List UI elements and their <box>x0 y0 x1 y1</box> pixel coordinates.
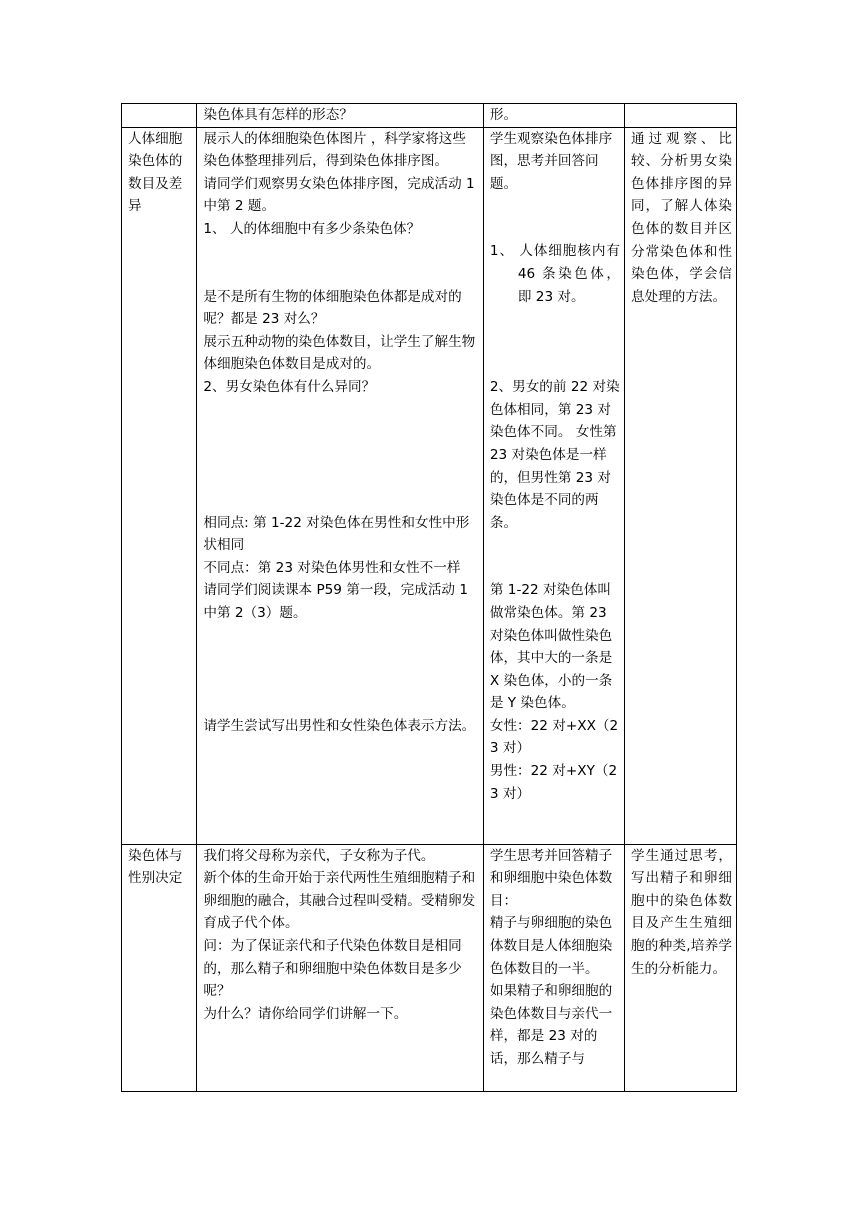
student-answer: 第 1-22 对染色体叫做常染色体。第 23 对染色体叫做性染色体，其中大的一条是 X 染色体，小的一条是 Y 染色体。 <box>489 582 613 712</box>
student-answer: 2、男女的前 22 对染色体相同，第 23 对染色体不同。 女性第 23 对染色体是一样的，但男性第 23 对染色体是不同的两条。 <box>489 379 620 531</box>
teacher-activity-cell <box>197 104 483 128</box>
spacer <box>203 241 478 286</box>
purpose-cell <box>624 104 736 128</box>
student-text: 形。 <box>489 107 518 123</box>
teacher-question: 1、 人的体细胞中有多少条染色体？ <box>203 220 421 237</box>
teacher-activity-cell <box>197 127 483 844</box>
topic-cell: 染色体与性别决定 <box>122 844 197 1091</box>
student-text: 学生观察染色体排序图，思考并回答问题。 <box>489 130 613 192</box>
student-answer: 如果精子和卵细胞的染色体数目与亲代一样，都是 23 对的话，那么精子与 <box>489 983 613 1067</box>
teacher-text: 新个体的生命开始于亲代两性生殖细胞精子和卵细胞的融合，其融合过程叫受精。受精卵发育成子代个体。 <box>203 870 476 932</box>
table-row <box>122 844 737 1091</box>
teacher-text: 请同学们阅读课本 P59 第一段，完成活动 1 中第 2（3）题。 <box>203 582 468 621</box>
teacher-text: 展示人的体细胞染色体图片 ，科学家将这些染色体整理排列后，得到染色体排序图。 <box>203 130 466 170</box>
spacer <box>203 399 478 512</box>
table-row <box>122 127 737 844</box>
teacher-text: 请同学们观察男女染色体排序图，完成活动 1 中第 2 题。 <box>203 175 475 215</box>
lesson-plan-table <box>121 103 737 1092</box>
spacer <box>490 308 620 376</box>
topic-cell <box>122 104 197 128</box>
teacher-text: 不同点：第 23 对染色体男性和女性不一样 <box>203 559 461 576</box>
teacher-question: 2、男女染色体有什么异同？ <box>203 378 376 395</box>
purpose-cell: 通过观察、比较、分析男女染色体排序图的异同，了解人体染色体的数目并区分常染色体和性染色体，学会信息处理的方法。 <box>624 127 736 844</box>
teacher-text: 展示五种动物的染色体数目，让学生了解生物体细胞染色体数目是成对的。 <box>203 333 476 373</box>
teacher-text: 是不是所有生物的体细胞染色体都是成对的呢？都是 23 对么？ <box>203 288 462 328</box>
spacer <box>203 625 478 715</box>
purpose-cell: 学生通过思考，写出精子和卵细胞中的染色体数目及产生生殖细胞的种类,培养学生的分析能力。 <box>624 844 736 1091</box>
teacher-text: 为什么？请你给同学们讲解一下。 <box>203 1005 408 1022</box>
teacher-text: 染色体具有怎样的形态？ <box>203 107 353 123</box>
student-activity-cell <box>483 127 624 844</box>
spacer <box>490 534 620 579</box>
student-activity-cell <box>483 844 624 1091</box>
student-answer: 男性：22 对+XY（23 对） <box>489 763 618 802</box>
student-answer: 1、 人体细胞核内有 46 条染色体，即 23 对。 <box>489 243 620 305</box>
student-answer: 女性：22 对+XX（23 对） <box>489 717 619 757</box>
table-row <box>122 104 737 128</box>
student-text: 学生思考并回答精子和卵细胞中染色体数目： <box>489 847 613 909</box>
teacher-text: 相同点: 第 1-22 对染色体在男性和女性中形状相同 <box>203 514 470 554</box>
teacher-activity-cell <box>197 844 483 1091</box>
teacher-text: 请学生尝试写出男性和女性染色体表示方法。 <box>203 717 476 734</box>
student-activity-cell <box>483 104 624 128</box>
topic-cell: 人体细胞染色体的数目及差异 <box>122 127 197 844</box>
teacher-question: 问：为了保证亲代和子代染色体数目是相同的，那么精子和卵细胞中染色体数目是多少呢？ <box>203 937 462 1000</box>
teacher-text: 我们将父母称为亲代，子女称为子代。 <box>203 847 435 864</box>
student-answer: 精子与卵细胞的染色体数目是人体细胞染色体数目的一半。 <box>489 915 613 977</box>
spacer <box>490 195 620 240</box>
